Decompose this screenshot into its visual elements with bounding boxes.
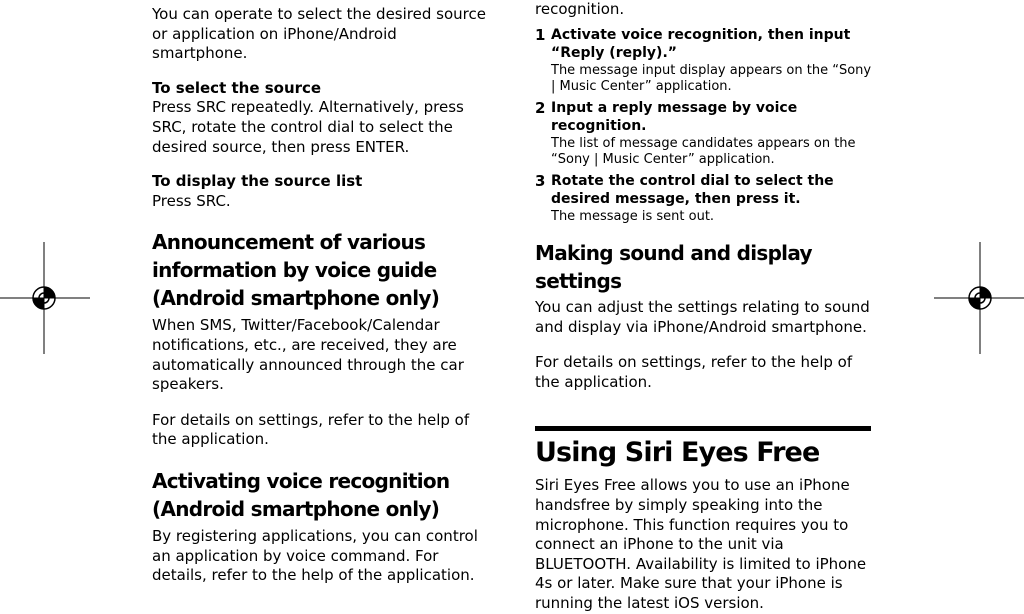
announcement-body: When SMS, Twitter/Facebook/Calendar notifications, etc., are received, they are automatically announced through the car speakers. (152, 316, 464, 394)
step-title: Activate voice recognition, then input “Reply (reply).” (551, 26, 851, 62)
section-divider (535, 426, 871, 431)
registration-mark-left (0, 242, 90, 354)
continued-fragment: recognition. (535, 0, 625, 18)
step-description: The message is sent out. (551, 208, 715, 224)
activating-heading: Activating voice recognition (Android smartphone only) (152, 468, 450, 521)
settings-body: You can adjust the settings relating to sound and display via iPhone/Android smartphone. (535, 298, 870, 336)
display-list-body: Press SRC. (152, 191, 231, 210)
select-source-body: Press SRC repeatedly. Alternatively, press SRC, rotate the control dial to select the desired source, then press ENTER. (152, 98, 464, 156)
intro-text: You can operate to select the desired source or application on iPhone/Android smartphone. (152, 5, 486, 63)
step-number: 1 (535, 25, 546, 44)
announcement-heading: Announcement of various information by voice guide (Android smartphone only) (152, 230, 440, 311)
step-1 (535, 26, 875, 96)
settings-details: For details on settings, refer to the help of the application. (535, 353, 853, 391)
display-list-title: To display the source list (152, 172, 363, 191)
left-column (152, 0, 492, 586)
registration-mark-right (934, 242, 1024, 354)
siri-body: Siri Eyes Free allows you to use an iPhone handsfree by simply speaking into the microphone. This function requires you to connect an iPhone to the unit via BLUETOOTH. Availability is limited to iPhone 4s or later. Make sure that your iPhone is running the latest iOS version. (535, 476, 867, 613)
step-2 (535, 99, 875, 169)
siri-heading: Using Siri Eyes Free (535, 437, 820, 469)
step-number: 3 (535, 171, 546, 190)
step-description: The list of message candidates appears on the “Sony | Music Center” application. (551, 135, 856, 168)
select-source-title: To select the source (152, 78, 322, 97)
right-column (535, 0, 875, 614)
step-title: Input a reply message by voice recognition. (551, 99, 798, 135)
step-description: The message input display appears on the “Sony | Music Center” application. (551, 62, 872, 95)
settings-heading: Making sound and display settings (535, 241, 812, 294)
step-title: Rotate the control dial to select the desired message, then press it. (551, 172, 834, 208)
announcement-details: For details on settings, refer to the help of the application. (152, 410, 470, 449)
step-number: 2 (535, 98, 546, 117)
activating-body: By registering applications, you can control an application by voice command. For details, refer to the help of the application. (152, 526, 478, 585)
step-3 (535, 172, 875, 226)
